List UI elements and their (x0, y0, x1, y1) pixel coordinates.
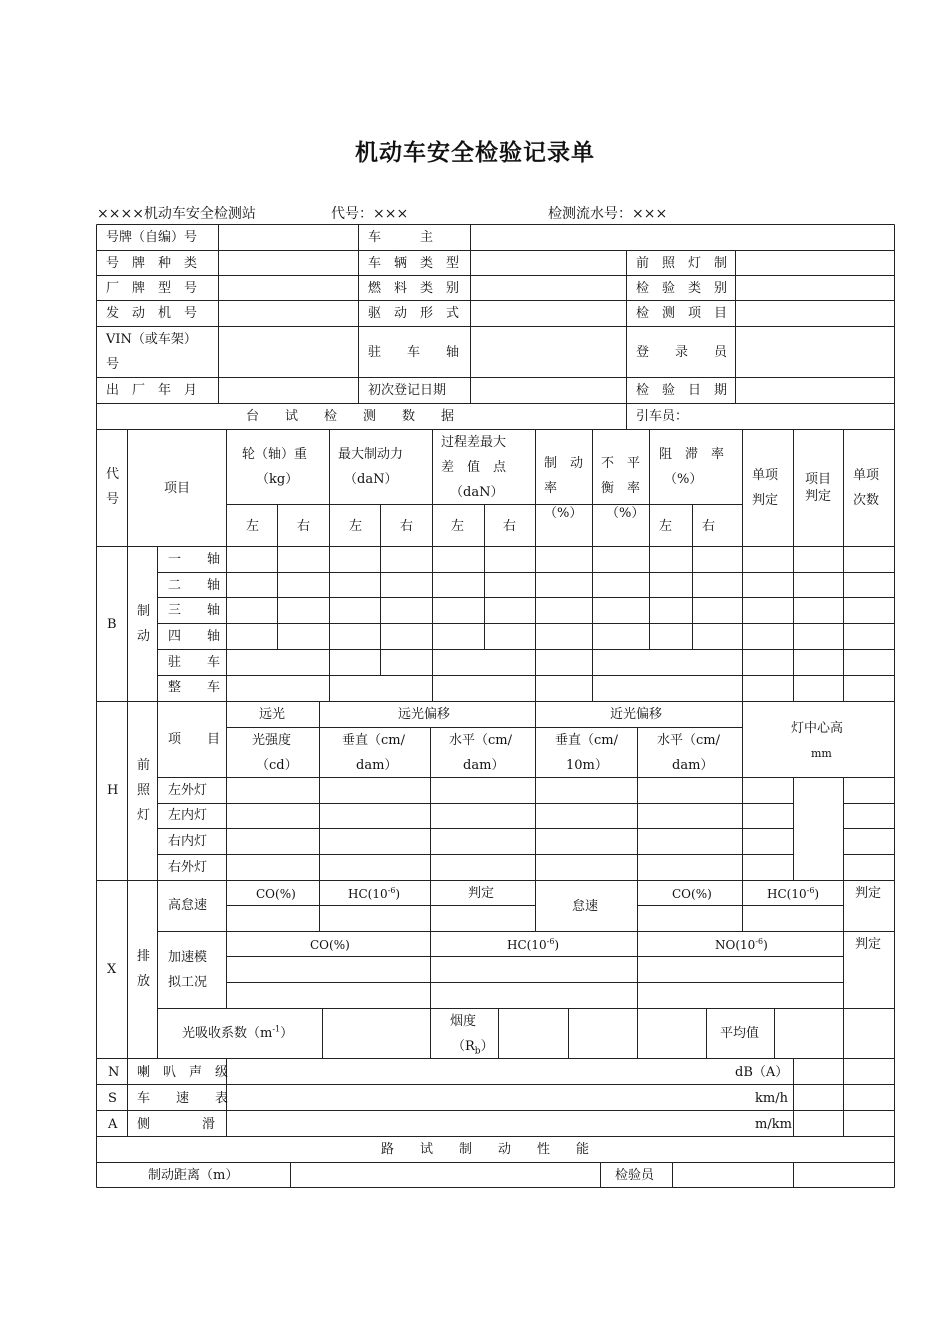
high-idle-judge: 判定 (468, 886, 495, 901)
wheel-left: 左 (246, 519, 260, 534)
smoke-label-2: $(R_b)$ (452, 1039, 494, 1057)
col-diff-max-1: 过程差最大 (441, 435, 507, 450)
horn-label: 喇 叭 声 级 (137, 1065, 229, 1080)
brake-code: B (107, 617, 117, 632)
col-drag-rate-1: 阻 滞 率 (659, 447, 725, 462)
drag-left: 左 (659, 519, 673, 534)
col-single-count-2: 次数 (853, 493, 880, 508)
accel-mode-1: 加速模 (168, 950, 208, 965)
sideslip-code: A (108, 1117, 118, 1132)
headlight-row-4: 右外灯 (168, 860, 208, 875)
intensity-1: 光强度 (252, 733, 292, 748)
col-max-brake-2: （daN） (344, 472, 398, 487)
emission-group-1: 排 (137, 949, 151, 964)
col-diff-max-2: 差 值 点 (441, 460, 507, 475)
col-imbalance-1: 不 平 (601, 456, 641, 471)
label-plate-type: 号 牌 种 类 (106, 256, 198, 271)
speedometer-label: 车 速 表 (137, 1091, 229, 1106)
col-single-judge-2: 判定 (752, 493, 779, 508)
col-brake-rate-3: （%） (544, 506, 583, 521)
brake-group-1: 制 (137, 604, 151, 619)
label-park-axle: 驻 车 轴 (368, 345, 460, 360)
col-brake-rate-1: 制 动 (544, 456, 584, 471)
high-horiz-2: dam） (463, 758, 505, 773)
diff-right: 右 (503, 519, 517, 534)
col-item-judge-1: 项目 (805, 472, 832, 487)
headlight-high-beam: 远光 (259, 707, 286, 722)
headlight-group-3: 灯 (137, 808, 151, 823)
label-brand-model: 厂 牌 型 号 (106, 281, 198, 296)
brake-row-4: 四 轴 (168, 629, 221, 644)
low-vert-2: 10m） (566, 758, 608, 773)
intensity-2: （cd） (256, 758, 298, 773)
label-fuel-type: 燃 料 类 别 (368, 281, 460, 296)
col-single-judge-1: 单项 (752, 468, 779, 483)
label-driver: 引车员： (636, 409, 689, 424)
col-imbalance-2: 衡 率 (601, 481, 641, 496)
brake-left: 左 (349, 519, 363, 534)
accel-no: $NO(10^{-6})$ (715, 937, 768, 952)
col-drag-rate-2: （%） (664, 472, 703, 487)
col-item: 项目 (164, 481, 191, 496)
headlight-group-2: 照 (137, 783, 151, 798)
col-diff-max-3: （daN） (450, 485, 504, 500)
label-inspection-date: 检 验 日 期 (636, 383, 728, 398)
col-code-2: 号 (106, 492, 120, 507)
center-height-2: mm (811, 747, 832, 760)
col-max-brake-1: 最大制动力 (338, 447, 404, 462)
headlight-group-1: 前 (137, 758, 151, 773)
speedometer-code: S (108, 1091, 117, 1106)
road-test-title: 路 试 制 动 性 能 (381, 1142, 590, 1157)
high-horiz-1: 水平（cm/ (449, 733, 512, 748)
brake-group-2: 动 (137, 629, 151, 644)
label-engine-no: 发 动 机 号 (106, 306, 198, 321)
label-owner: 车 主 (368, 230, 434, 245)
low-vert-1: 垂直（cm/ (555, 733, 618, 748)
high-idle-hc: $HC(10^{-6})$ (348, 886, 401, 901)
smoke-label-1: 烟度 (450, 1014, 477, 1029)
idle-hc: $HC(10^{-6})$ (767, 886, 820, 901)
accel-mode-2: 拟工况 (168, 975, 208, 990)
label-drive-form: 驱 动 形 式 (368, 306, 460, 321)
drag-right: 右 (702, 519, 716, 534)
station-name: ××××机动车安全检测站 (97, 206, 256, 222)
label-mfg-date: 出 厂 年 月 (106, 383, 198, 398)
headlight-row-1: 左外灯 (168, 783, 208, 798)
high-vert-2: dam） (356, 758, 398, 773)
emission-group-2: 放 (137, 974, 151, 989)
label-vehicle-type: 车 辆 类 型 (368, 256, 460, 271)
col-wheel-weight-1: 轮（轴）重 (242, 447, 308, 462)
label-test-items: 检 测 项 目 (636, 306, 728, 321)
form-title: 机动车安全检验记录单 (355, 139, 595, 166)
speedometer-unit: km/h (755, 1091, 788, 1106)
center-height-1: 灯中心高 (791, 721, 844, 736)
idle-judge: 判定 (855, 886, 882, 901)
brake-row-5: 驻 车 (168, 655, 221, 670)
headlight-row-2: 左内灯 (168, 808, 208, 823)
sideslip-unit: m/km (755, 1117, 792, 1132)
col-brake-rate-2: 率 (544, 481, 558, 496)
headlight-low-offset: 近光偏移 (610, 707, 663, 722)
low-horiz-2: dam） (672, 758, 714, 773)
brake-row-2: 二 轴 (168, 578, 221, 593)
col-code-1: 代 (106, 467, 120, 482)
label-headlight-system: 前 照 灯 制 (636, 256, 728, 271)
brake-distance-label: 制动距离（m） (148, 1168, 239, 1183)
accel-co: CO(%) (310, 938, 350, 952)
light-absorption-label: 光吸收系数$(m^{-1})$ (182, 1024, 294, 1041)
label-inspection-type: 检 验 类 别 (636, 281, 728, 296)
flow-number: 检测流水号：××× (548, 206, 668, 222)
average-label: 平均值 (720, 1026, 760, 1041)
col-single-count-1: 单项 (853, 468, 880, 483)
col-imbalance-3: （%） (606, 506, 645, 521)
col-wheel-weight-2: （kg） (256, 472, 299, 487)
brake-row-3: 三 轴 (168, 603, 221, 618)
label-recorder: 登 录 员 (636, 345, 728, 360)
label-plate-no: 号牌（自编）号 (106, 230, 198, 245)
inspector-label: 检验员 (615, 1168, 655, 1183)
emission-code: X (107, 962, 117, 977)
brake-row-1: 一 轴 (168, 552, 221, 567)
horn-code: N (108, 1065, 120, 1080)
high-idle-co: CO(%) (256, 887, 296, 901)
low-horiz-1: 水平（cm/ (657, 733, 720, 748)
wheel-right: 右 (297, 519, 311, 534)
horn-unit: dB（A） (735, 1065, 789, 1080)
col-item-judge-2: 判定 (805, 489, 832, 504)
headlight-high-offset: 远光偏移 (398, 707, 451, 722)
station-code: 代号：××× (331, 206, 409, 222)
label-vin-line2: 号 (106, 357, 120, 372)
headlight-code: H (107, 783, 119, 798)
label-vin-line1: VIN（或车架） (106, 332, 197, 347)
high-vert-1: 垂直（cm/ (342, 733, 405, 748)
idle-co: CO(%) (672, 887, 712, 901)
brake-right: 右 (400, 519, 414, 534)
headlight-item: 项 目 (168, 732, 221, 747)
accel-hc: $HC(10^{-6})$ (507, 937, 560, 952)
label-first-registration: 初次登记日期 (368, 383, 447, 398)
idle-label: 怠速 (572, 899, 599, 914)
bench-section-title: 台 试 检 测 数 据 (246, 409, 455, 424)
accel-judge: 判定 (855, 937, 882, 952)
headlight-row-3: 右内灯 (168, 834, 208, 849)
high-idle-label: 高怠速 (168, 898, 208, 913)
brake-row-6: 整 车 (168, 680, 221, 695)
sideslip-label: 侧 滑 (137, 1117, 216, 1132)
diff-left: 左 (451, 519, 465, 534)
